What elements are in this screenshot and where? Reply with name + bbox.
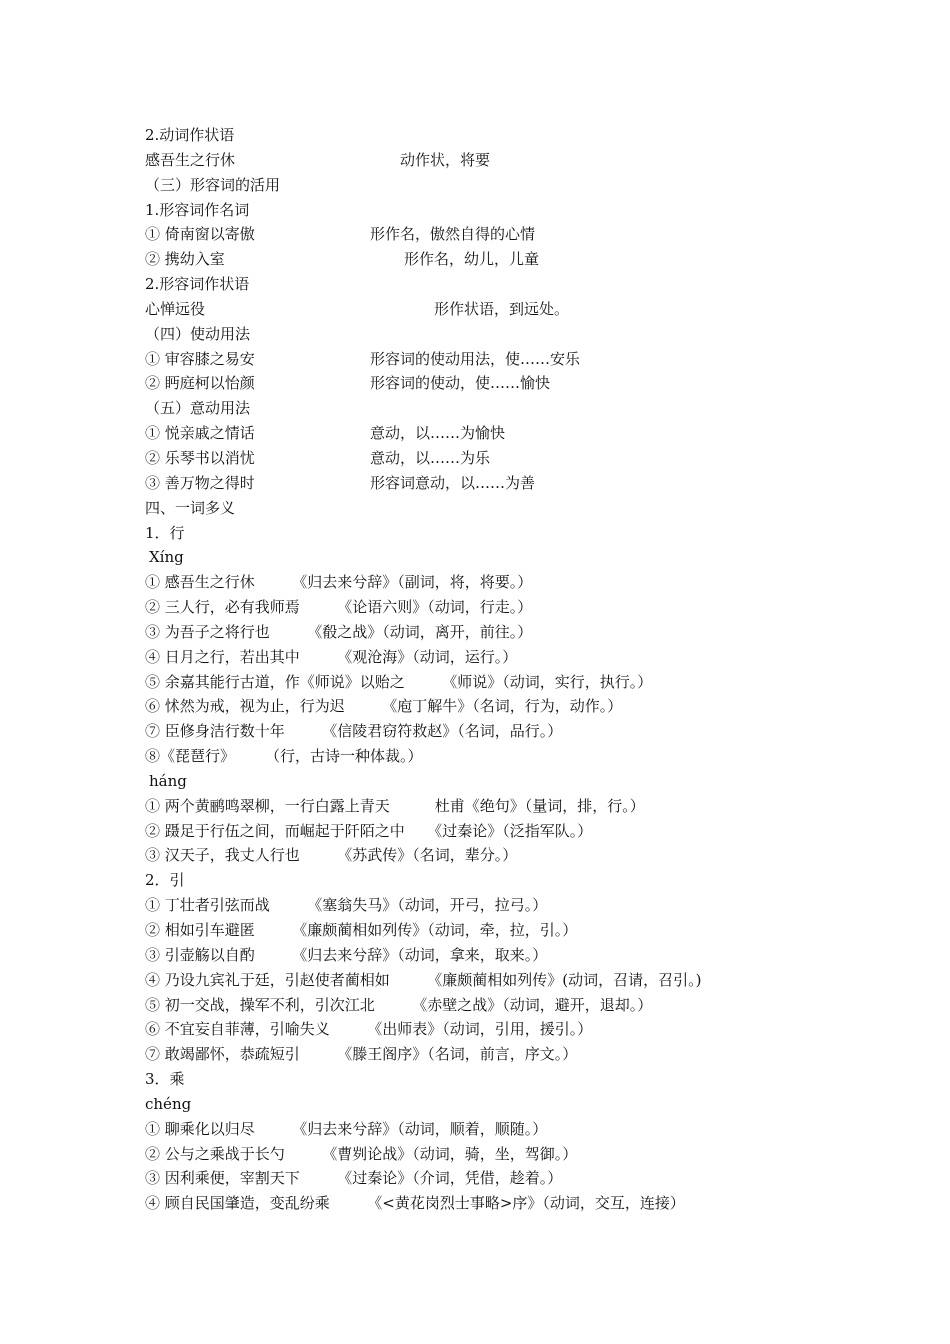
text-line [145, 694, 785, 719]
line-text: ⑥ 怵然为戒，视为止，行为迟 《庖丁解牛》（名词，行为，动作。） [145, 697, 623, 716]
text-line [145, 471, 785, 496]
text-line [145, 595, 785, 620]
line-text: 1．行 [145, 523, 185, 542]
text-line [145, 570, 785, 595]
line-annotation: 动作状，将要 [400, 150, 491, 169]
line-text: ③ 因利乘便，宰割天下 《过秦论》（介词，凭借，趁着。） [145, 1169, 563, 1188]
text-line [145, 421, 785, 446]
line-annotation: 意动，以……为愉快 [370, 424, 506, 443]
line-text: ③ 为吾子之将行也 《殽之战》（动词，离开，前往。） [145, 622, 533, 641]
line-text: ③ 汉天子，我丈人行也 《苏武传》（名词，辈分。） [145, 846, 518, 865]
line-text: ② 三人行，必有我师焉 《论语六则》（动词，行走。） [145, 598, 533, 617]
line-text: ④ 日月之行，若出其中 《观沧海》（动词，运行。） [145, 647, 518, 666]
line-text: ② 公与之乘战于长勺 《曹刿论战》（动词，骑，坐，驾御。） [145, 1144, 578, 1163]
line-annotation: 形容词的使动，使……愉快 [370, 374, 551, 393]
text-line [145, 496, 785, 521]
text-line [145, 769, 785, 794]
text-line [145, 173, 785, 198]
line-text: ⑦ 敢竭鄙怀，恭疏短引 《滕王阁序》（名词，前言，序文。） [145, 1045, 578, 1064]
text-line [145, 446, 785, 471]
line-text: ④ 乃设九宾礼于廷，引赵使者蔺相如 《廉颇蔺相如列传》(动词，召请，召引。) [145, 970, 702, 989]
text-line [145, 868, 785, 893]
text-line [145, 1067, 785, 1092]
text-line [145, 1042, 785, 1067]
text-line [145, 545, 785, 570]
text-line [145, 371, 785, 396]
text-line [145, 247, 785, 272]
text-line [145, 297, 785, 322]
line-text: Xíng [149, 548, 184, 567]
text-line [145, 1142, 785, 1167]
text-line [145, 222, 785, 247]
text-line [145, 396, 785, 421]
text-line [145, 347, 785, 372]
line-text: ② 眄庭柯以怡颜 [145, 374, 255, 393]
line-text: ① 感吾生之行休 《归去来兮辞》（副词，将，将要。） [145, 573, 533, 592]
text-line [145, 1117, 785, 1142]
line-text: ① 倚南窗以寄傲 [145, 225, 255, 244]
text-line [145, 918, 785, 943]
line-text: 心惮远役 [145, 299, 206, 318]
text-line [145, 123, 785, 148]
text-line [145, 1092, 785, 1117]
line-text: 感吾生之行休 [145, 150, 236, 169]
text-line [145, 843, 785, 868]
text-line [145, 272, 785, 297]
line-text: ④ 顾自民国肇造，变乱纷乘 《<黄花岗烈士事略>序》（动词，交互，连接） [145, 1194, 685, 1213]
text-line [145, 993, 785, 1018]
text-line [145, 1166, 785, 1191]
line-text: ① 丁壮者引弦而战 《塞翁失马》（动词，开弓，拉弓。） [145, 896, 548, 915]
line-text: 2.形容词作状语 [145, 275, 250, 294]
line-text: ③ 引壶觞以自酌 《归去来兮辞》（动词，拿来，取来。） [145, 945, 548, 964]
line-text: ① 聊乘化以归尽 《归去来兮辞》（动词，顺着，顺随。） [145, 1119, 548, 1138]
text-line [145, 893, 785, 918]
line-text: 四、一词多义 [145, 498, 236, 517]
text-line [145, 968, 785, 993]
line-text: ⑧《琵琶行》 （行，古诗一种体裁。） [145, 747, 423, 766]
line-text: 2．引 [145, 871, 185, 890]
line-text: ② 蹑足于行伍之间，而崛起于阡陌之中 《过秦论》（泛指军队。） [145, 821, 593, 840]
text-line [145, 198, 785, 223]
line-text: ① 审容膝之易安 [145, 349, 255, 368]
line-text: ② 携幼入室 [145, 250, 225, 269]
text-line [145, 645, 785, 670]
line-text: 1.形容词作名词 [145, 200, 250, 219]
line-text: 2.动词作状语 [145, 126, 235, 144]
text-line [145, 943, 785, 968]
text-line [145, 819, 785, 844]
text-line [145, 148, 785, 173]
line-text: ⑥ 不宜妄自菲薄，引喻失义 《出师表》（动词，引用，援引。） [145, 1020, 593, 1039]
line-annotation: 形容词的使动用法，使……安乐 [370, 349, 581, 368]
line-text: ⑤ 余嘉其能行古道，作《师说》以贻之 《师说》（动词，实行，执行。） [145, 672, 653, 691]
line-text: 3．乘 [145, 1070, 185, 1089]
text-line [145, 794, 785, 819]
document-body [145, 123, 785, 1216]
text-line [145, 620, 785, 645]
line-text: ⑤ 初一交战，操军不利，引次江北 《赤壁之战》（动词，避开，退却。） [145, 995, 653, 1014]
text-line [145, 1191, 785, 1216]
line-text: （三）形容词的活用 [145, 175, 281, 194]
line-text: （五）意动用法 [145, 399, 251, 418]
line-text: ② 相如引车避匿 《廉颇蔺相如列传》（动词，牵，拉，引。） [145, 921, 578, 939]
text-line [145, 744, 785, 769]
text-line [145, 1017, 785, 1042]
text-line [145, 719, 785, 744]
line-text: （四）使动用法 [145, 324, 251, 343]
text-line [145, 521, 785, 546]
line-annotation: 意动，以……为乐 [370, 448, 491, 467]
line-text: ② 乐琴书以消忧 [145, 448, 255, 467]
line-text: ① 悦亲戚之情话 [145, 424, 255, 443]
line-text: ③ 善万物之得时 [145, 473, 255, 492]
line-text: ① 两个黄鹂鸣翠柳，一行白露上青天 杜甫《绝句》（量词，排，行。） [145, 796, 645, 815]
line-text: ⑦ 臣修身洁行数十年 《信陵君窃符救赵》（名词，品行。） [145, 722, 563, 741]
line-text: chéng [145, 1094, 192, 1113]
text-line [145, 670, 785, 695]
line-annotation: 形容词意动，以……为善 [370, 473, 536, 492]
line-annotation: 形作名，傲然自得的心情 [370, 225, 536, 244]
text-line [145, 322, 785, 347]
line-text: háng [149, 771, 187, 790]
line-annotation: 形作名，幼儿，儿童 [404, 250, 540, 269]
line-annotation: 形作状语，到远处。 [434, 299, 570, 318]
